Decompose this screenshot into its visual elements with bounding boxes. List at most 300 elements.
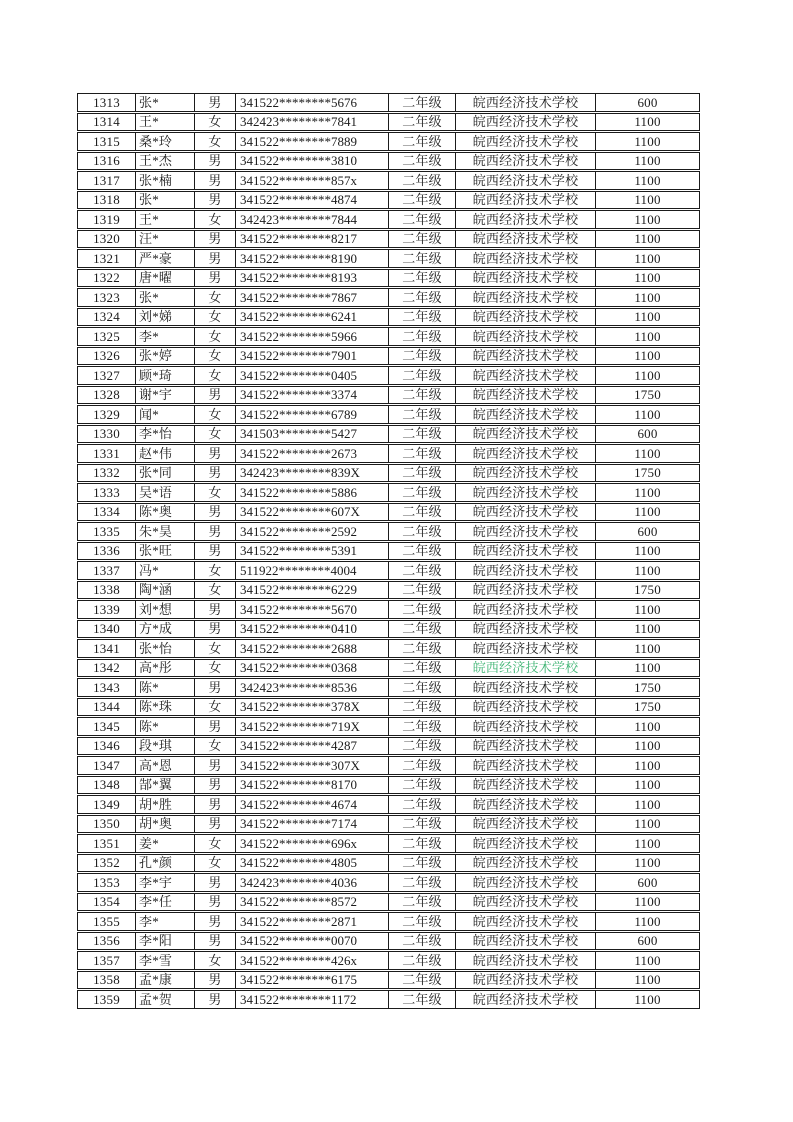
- cell-student-name: 张*旺: [136, 543, 195, 560]
- cell-sequence-number: 1314: [78, 114, 136, 131]
- cell-grade: 二年级: [389, 679, 456, 696]
- cell-grade: 二年级: [389, 348, 456, 365]
- cell-sequence-number: 1330: [78, 426, 136, 443]
- cell-id-number: 341503********5427: [236, 426, 389, 443]
- cell-grade: 二年级: [389, 582, 456, 599]
- cell-gender: 女: [195, 367, 236, 384]
- cell-gender: 男: [195, 94, 236, 111]
- cell-id-number: 341522********5391: [236, 543, 389, 560]
- table-row: [77, 951, 700, 970]
- cell-id-number: 341522********2592: [236, 523, 389, 540]
- cell-gender: 男: [195, 153, 236, 170]
- cell-amount: 1100: [634, 133, 661, 149]
- cell-gender: 女: [195, 660, 236, 677]
- cell-gender: 男: [195, 621, 236, 638]
- table-row: [77, 347, 700, 366]
- cell-id-number: 341522********6789: [236, 406, 389, 423]
- cell-amount: 1100: [634, 192, 661, 208]
- cell-school-name: 皖西经济技术学校: [456, 582, 596, 599]
- cell-student-name: 李*雪: [136, 952, 195, 969]
- cell-amount: 1100: [634, 835, 661, 851]
- table-row: [77, 308, 700, 327]
- table-row: [77, 873, 700, 892]
- cell-gender: 女: [195, 952, 236, 969]
- cell-student-name: 陈*奥: [136, 504, 195, 521]
- cell-grade: 二年级: [389, 270, 456, 287]
- cell-gender: 男: [195, 523, 236, 540]
- cell-school-name: 皖西经济技术学校: [456, 523, 596, 540]
- cell-student-name: 方*成: [136, 621, 195, 638]
- cell-grade: 二年级: [389, 972, 456, 989]
- cell-id-number: 341522********7174: [236, 816, 389, 833]
- cell-gender: 女: [195, 328, 236, 345]
- cell-gender: 女: [195, 640, 236, 657]
- cell-sequence-number: 1336: [78, 543, 136, 560]
- table-row: [77, 795, 700, 814]
- cell-amount: 1100: [634, 640, 661, 656]
- cell-school-name: 皖西经济技术学校: [456, 777, 596, 794]
- cell-grade: 二年级: [389, 777, 456, 794]
- cell-grade: 二年级: [389, 445, 456, 462]
- cell-grade: 二年级: [389, 367, 456, 384]
- cell-amount: 1100: [634, 367, 661, 383]
- cell-grade: 二年级: [389, 406, 456, 423]
- cell-amount: 1100: [634, 562, 661, 578]
- cell-sequence-number: 1322: [78, 270, 136, 287]
- cell-school-name: 皖西经济技术学校: [456, 465, 596, 482]
- cell-gender: 女: [195, 484, 236, 501]
- cell-school-name: 皖西经济技术学校: [456, 543, 596, 560]
- cell-amount: 1100: [634, 289, 661, 305]
- cell-sequence-number: 1358: [78, 972, 136, 989]
- cell-grade: 二年级: [389, 621, 456, 638]
- table-row: [77, 366, 700, 385]
- cell-student-name: 胡*奥: [136, 816, 195, 833]
- cell-sequence-number: 1350: [78, 816, 136, 833]
- cell-id-number: 341522********4287: [236, 738, 389, 755]
- cell-student-name: 李*阳: [136, 933, 195, 950]
- cell-school-name: 皖西经济技术学校: [456, 601, 596, 618]
- cell-school-name: 皖西经济技术学校: [456, 894, 596, 911]
- cell-id-number: 341522********0070: [236, 933, 389, 950]
- cell-student-name: 刘*想: [136, 601, 195, 618]
- cell-amount: 600: [637, 523, 658, 539]
- cell-sequence-number: 1342: [78, 660, 136, 677]
- cell-id-number: 341522********4874: [236, 192, 389, 209]
- cell-gender: 男: [195, 874, 236, 891]
- cell-grade: 二年级: [389, 835, 456, 852]
- cell-id-number: 341522********8217: [236, 231, 389, 248]
- table-row: [77, 932, 700, 951]
- cell-id-number: 341522********6229: [236, 582, 389, 599]
- cell-school-name: 皖西经济技术学校: [456, 406, 596, 423]
- cell-sequence-number: 1352: [78, 855, 136, 872]
- cell-student-name: 李*宇: [136, 874, 195, 891]
- cell-gender: 男: [195, 172, 236, 189]
- table-row: [77, 600, 700, 619]
- table-row: [77, 503, 700, 522]
- cell-gender: 女: [195, 855, 236, 872]
- cell-school-name: 皖西经济技术学校: [456, 952, 596, 969]
- table-row: [77, 717, 700, 736]
- cell-student-name: 李*: [136, 328, 195, 345]
- cell-id-number: 342423********7841: [236, 114, 389, 131]
- cell-sequence-number: 1313: [78, 94, 136, 111]
- cell-amount: 1100: [634, 543, 661, 559]
- cell-gender: 男: [195, 913, 236, 930]
- cell-student-name: 汪*: [136, 231, 195, 248]
- table-row: [77, 93, 700, 112]
- cell-grade: 二年级: [389, 738, 456, 755]
- cell-grade: 二年级: [389, 133, 456, 150]
- table-row: [77, 405, 700, 424]
- cell-grade: 二年级: [389, 114, 456, 131]
- cell-amount: 600: [637, 426, 658, 442]
- cell-sequence-number: 1343: [78, 679, 136, 696]
- table-row: [77, 990, 700, 1009]
- cell-sequence-number: 1324: [78, 309, 136, 326]
- cell-sequence-number: 1354: [78, 894, 136, 911]
- cell-gender: 女: [195, 348, 236, 365]
- table-row: [77, 971, 700, 990]
- cell-amount: 1100: [634, 972, 661, 988]
- cell-grade: 二年级: [389, 426, 456, 443]
- cell-id-number: 341522********6175: [236, 972, 389, 989]
- cell-id-number: 341522********7901: [236, 348, 389, 365]
- cell-school-name: 皖西经济技术学校: [456, 718, 596, 735]
- cell-school-name: 皖西经济技术学校: [456, 172, 596, 189]
- cell-grade: 二年级: [389, 952, 456, 969]
- table-row: [77, 854, 700, 873]
- cell-sequence-number: 1337: [78, 562, 136, 579]
- cell-id-number: 341522********3810: [236, 153, 389, 170]
- cell-id-number: 341522********426x: [236, 952, 389, 969]
- cell-school-name: 皖西经济技术学校: [456, 972, 596, 989]
- cell-student-name: 唐*曜: [136, 270, 195, 287]
- cell-school-name: 皖西经济技术学校: [456, 757, 596, 774]
- cell-gender: 男: [195, 972, 236, 989]
- cell-amount: 1100: [634, 348, 661, 364]
- cell-grade: 二年级: [389, 699, 456, 716]
- cell-student-name: 谢*宇: [136, 387, 195, 404]
- cell-id-number: 341522********4674: [236, 796, 389, 813]
- table-row: [77, 815, 700, 834]
- cell-student-name: 吴*语: [136, 484, 195, 501]
- table-row: [77, 581, 700, 600]
- cell-amount: 1100: [634, 796, 661, 812]
- cell-gender: 男: [195, 504, 236, 521]
- cell-id-number: 341522********2673: [236, 445, 389, 462]
- table-row: [77, 737, 700, 756]
- cell-amount: 1750: [634, 465, 661, 481]
- cell-student-name: 高*恩: [136, 757, 195, 774]
- cell-student-name: 朱*昊: [136, 523, 195, 540]
- cell-grade: 二年级: [389, 94, 456, 111]
- cell-student-name: 李*: [136, 913, 195, 930]
- cell-grade: 二年级: [389, 718, 456, 735]
- cell-sequence-number: 1333: [78, 484, 136, 501]
- cell-amount: 1750: [634, 582, 661, 598]
- cell-gender: 男: [195, 679, 236, 696]
- table-row: [77, 620, 700, 639]
- table-row: [77, 659, 700, 678]
- table-row: [77, 464, 700, 483]
- cell-amount: 1100: [634, 484, 661, 500]
- cell-school-name: 皖西经济技术学校: [456, 484, 596, 501]
- cell-sequence-number: 1335: [78, 523, 136, 540]
- cell-gender: 男: [195, 250, 236, 267]
- cell-amount: 1100: [634, 777, 661, 793]
- cell-grade: 二年级: [389, 192, 456, 209]
- cell-grade: 二年级: [389, 660, 456, 677]
- cell-gender: 男: [195, 192, 236, 209]
- cell-sequence-number: 1315: [78, 133, 136, 150]
- cell-sequence-number: 1357: [78, 952, 136, 969]
- cell-gender: 女: [195, 309, 236, 326]
- cell-sequence-number: 1353: [78, 874, 136, 891]
- cell-id-number: 341522********0368: [236, 660, 389, 677]
- cell-id-number: 341522********607X: [236, 504, 389, 521]
- cell-student-name: 陶*涵: [136, 582, 195, 599]
- cell-school-name: 皖西经济技术学校: [456, 660, 596, 677]
- cell-id-number: 341522********7867: [236, 289, 389, 306]
- cell-gender: 女: [195, 114, 236, 131]
- cell-sequence-number: 1321: [78, 250, 136, 267]
- cell-grade: 二年级: [389, 601, 456, 618]
- cell-sequence-number: 1317: [78, 172, 136, 189]
- cell-grade: 二年级: [389, 913, 456, 930]
- cell-student-name: 胡*胜: [136, 796, 195, 813]
- cell-id-number: 341522********857x: [236, 172, 389, 189]
- cell-school-name: 皖西经济技术学校: [456, 445, 596, 462]
- cell-amount: 1100: [634, 991, 661, 1007]
- cell-school-name: 皖西经济技术学校: [456, 640, 596, 657]
- cell-student-name: 张*同: [136, 465, 195, 482]
- cell-grade: 二年级: [389, 504, 456, 521]
- cell-gender: 男: [195, 601, 236, 618]
- cell-sequence-number: 1339: [78, 601, 136, 618]
- cell-school-name: 皖西经济技术学校: [456, 504, 596, 521]
- cell-grade: 二年级: [389, 211, 456, 228]
- cell-amount: 1100: [634, 172, 661, 188]
- cell-amount: 1750: [634, 679, 661, 695]
- cell-id-number: 341522********1172: [236, 991, 389, 1008]
- cell-gender: 男: [195, 894, 236, 911]
- cell-sequence-number: 1340: [78, 621, 136, 638]
- cell-id-number: 341522********0405: [236, 367, 389, 384]
- cell-id-number: 342423********839X: [236, 465, 389, 482]
- cell-gender: 男: [195, 718, 236, 735]
- cell-grade: 二年级: [389, 172, 456, 189]
- cell-gender: 男: [195, 231, 236, 248]
- cell-student-name: 顾*琦: [136, 367, 195, 384]
- cell-amount: 1100: [634, 660, 661, 676]
- cell-student-name: 张*婷: [136, 348, 195, 365]
- cell-school-name: 皖西经济技术学校: [456, 211, 596, 228]
- cell-amount: 1100: [634, 855, 661, 871]
- cell-sequence-number: 1326: [78, 348, 136, 365]
- cell-student-name: 孔*颜: [136, 855, 195, 872]
- cell-sequence-number: 1355: [78, 913, 136, 930]
- cell-gender: 女: [195, 738, 236, 755]
- table-row: [77, 288, 700, 307]
- cell-student-name: 闻*: [136, 406, 195, 423]
- cell-sequence-number: 1351: [78, 835, 136, 852]
- cell-grade: 二年级: [389, 562, 456, 579]
- cell-gender: 男: [195, 543, 236, 560]
- cell-amount: 600: [637, 94, 658, 110]
- cell-grade: 二年级: [389, 816, 456, 833]
- cell-amount: 1100: [634, 153, 661, 169]
- cell-gender: 男: [195, 445, 236, 462]
- cell-amount: 1100: [634, 757, 661, 773]
- cell-gender: 男: [195, 933, 236, 950]
- cell-student-name: 严*豪: [136, 250, 195, 267]
- cell-amount: 1100: [634, 309, 661, 325]
- cell-student-name: 郜*翼: [136, 777, 195, 794]
- table-row: [77, 210, 700, 229]
- cell-school-name: 皖西经济技术学校: [456, 835, 596, 852]
- cell-grade: 二年级: [389, 523, 456, 540]
- cell-gender: 男: [195, 465, 236, 482]
- cell-grade: 二年级: [389, 796, 456, 813]
- cell-amount: 1100: [634, 816, 661, 832]
- cell-school-name: 皖西经济技术学校: [456, 367, 596, 384]
- cell-sequence-number: 1341: [78, 640, 136, 657]
- cell-school-name: 皖西经济技术学校: [456, 991, 596, 1008]
- cell-student-name: 冯*: [136, 562, 195, 579]
- cell-grade: 二年级: [389, 484, 456, 501]
- cell-id-number: 342423********8536: [236, 679, 389, 696]
- cell-grade: 二年级: [389, 153, 456, 170]
- cell-gender: 女: [195, 582, 236, 599]
- cell-amount: 1100: [634, 270, 661, 286]
- cell-school-name: 皖西经济技术学校: [456, 114, 596, 131]
- cell-student-name: 张*: [136, 289, 195, 306]
- table-row: [77, 483, 700, 502]
- cell-id-number: 341522********5886: [236, 484, 389, 501]
- cell-amount: 1100: [634, 445, 661, 461]
- cell-school-name: 皖西经济技术学校: [456, 328, 596, 345]
- cell-student-name: 陈*: [136, 718, 195, 735]
- cell-id-number: 341522********3374: [236, 387, 389, 404]
- cell-gender: 男: [195, 270, 236, 287]
- cell-gender: 男: [195, 991, 236, 1008]
- table-row: [77, 639, 700, 658]
- cell-student-name: 张*怡: [136, 640, 195, 657]
- cell-id-number: 341522********719X: [236, 718, 389, 735]
- cell-student-name: 刘*娣: [136, 309, 195, 326]
- cell-gender: 男: [195, 816, 236, 833]
- cell-grade: 二年级: [389, 640, 456, 657]
- cell-grade: 二年级: [389, 874, 456, 891]
- table-row: [77, 171, 700, 190]
- cell-student-name: 段*琪: [136, 738, 195, 755]
- table-row: [77, 386, 700, 405]
- cell-id-number: 511922********4004: [236, 562, 389, 579]
- cell-sequence-number: 1327: [78, 367, 136, 384]
- cell-student-name: 孟*贺: [136, 991, 195, 1008]
- cell-grade: 二年级: [389, 387, 456, 404]
- cell-id-number: 341522********7889: [236, 133, 389, 150]
- cell-student-name: 张*: [136, 94, 195, 111]
- cell-sequence-number: 1323: [78, 289, 136, 306]
- cell-sequence-number: 1316: [78, 153, 136, 170]
- cell-amount: 1100: [634, 738, 661, 754]
- cell-grade: 二年级: [389, 289, 456, 306]
- cell-student-name: 张*楠: [136, 172, 195, 189]
- cell-student-name: 孟*康: [136, 972, 195, 989]
- cell-student-name: 李*任: [136, 894, 195, 911]
- cell-id-number: 341522********5966: [236, 328, 389, 345]
- cell-student-name: 王*: [136, 114, 195, 131]
- cell-gender: 男: [195, 796, 236, 813]
- cell-student-name: 赵*伟: [136, 445, 195, 462]
- cell-gender: 女: [195, 426, 236, 443]
- table-row: [77, 132, 700, 151]
- cell-amount: 1100: [634, 328, 661, 344]
- cell-grade: 二年级: [389, 250, 456, 267]
- cell-student-name: 李*怡: [136, 426, 195, 443]
- cell-sequence-number: 1328: [78, 387, 136, 404]
- cell-id-number: 341522********2871: [236, 913, 389, 930]
- cell-gender: 女: [195, 211, 236, 228]
- cell-school-name: 皖西经济技术学校: [456, 913, 596, 930]
- cell-student-name: 王*: [136, 211, 195, 228]
- cell-gender: 女: [195, 406, 236, 423]
- table-row: [77, 542, 700, 561]
- cell-grade: 二年级: [389, 309, 456, 326]
- cell-student-name: 姜*: [136, 835, 195, 852]
- cell-gender: 女: [195, 133, 236, 150]
- cell-gender: 女: [195, 562, 236, 579]
- cell-grade: 二年级: [389, 855, 456, 872]
- cell-student-name: 张*: [136, 192, 195, 209]
- cell-sequence-number: 1359: [78, 991, 136, 1008]
- table-row: [77, 249, 700, 268]
- cell-id-number: 342423********4036: [236, 874, 389, 891]
- cell-school-name: 皖西经济技术学校: [456, 289, 596, 306]
- cell-school-name: 皖西经济技术学校: [456, 679, 596, 696]
- cell-sequence-number: 1348: [78, 777, 136, 794]
- cell-student-name: 陈*: [136, 679, 195, 696]
- cell-gender: 女: [195, 289, 236, 306]
- cell-student-name: 陈*珠: [136, 699, 195, 716]
- table-row: [77, 834, 700, 853]
- cell-id-number: 341522********307X: [236, 757, 389, 774]
- cell-id-number: 341522********4805: [236, 855, 389, 872]
- cell-gender: 女: [195, 699, 236, 716]
- cell-sequence-number: 1320: [78, 231, 136, 248]
- cell-gender: 男: [195, 387, 236, 404]
- cell-sequence-number: 1334: [78, 504, 136, 521]
- cell-id-number: 341522********8193: [236, 270, 389, 287]
- cell-id-number: 341522********5670: [236, 601, 389, 618]
- cell-sequence-number: 1331: [78, 445, 136, 462]
- cell-school-name: 皖西经济技术学校: [456, 192, 596, 209]
- cell-gender: 男: [195, 757, 236, 774]
- cell-sequence-number: 1356: [78, 933, 136, 950]
- cell-id-number: 341522********0410: [236, 621, 389, 638]
- cell-amount: 1100: [634, 231, 661, 247]
- cell-sequence-number: 1347: [78, 757, 136, 774]
- cell-school-name: 皖西经济技术学校: [456, 855, 596, 872]
- cell-id-number: 341522********2688: [236, 640, 389, 657]
- cell-school-name: 皖西经济技术学校: [456, 387, 596, 404]
- cell-id-number: 341522********8190: [236, 250, 389, 267]
- cell-school-name: 皖西经济技术学校: [456, 426, 596, 443]
- cell-amount: 1100: [634, 601, 661, 617]
